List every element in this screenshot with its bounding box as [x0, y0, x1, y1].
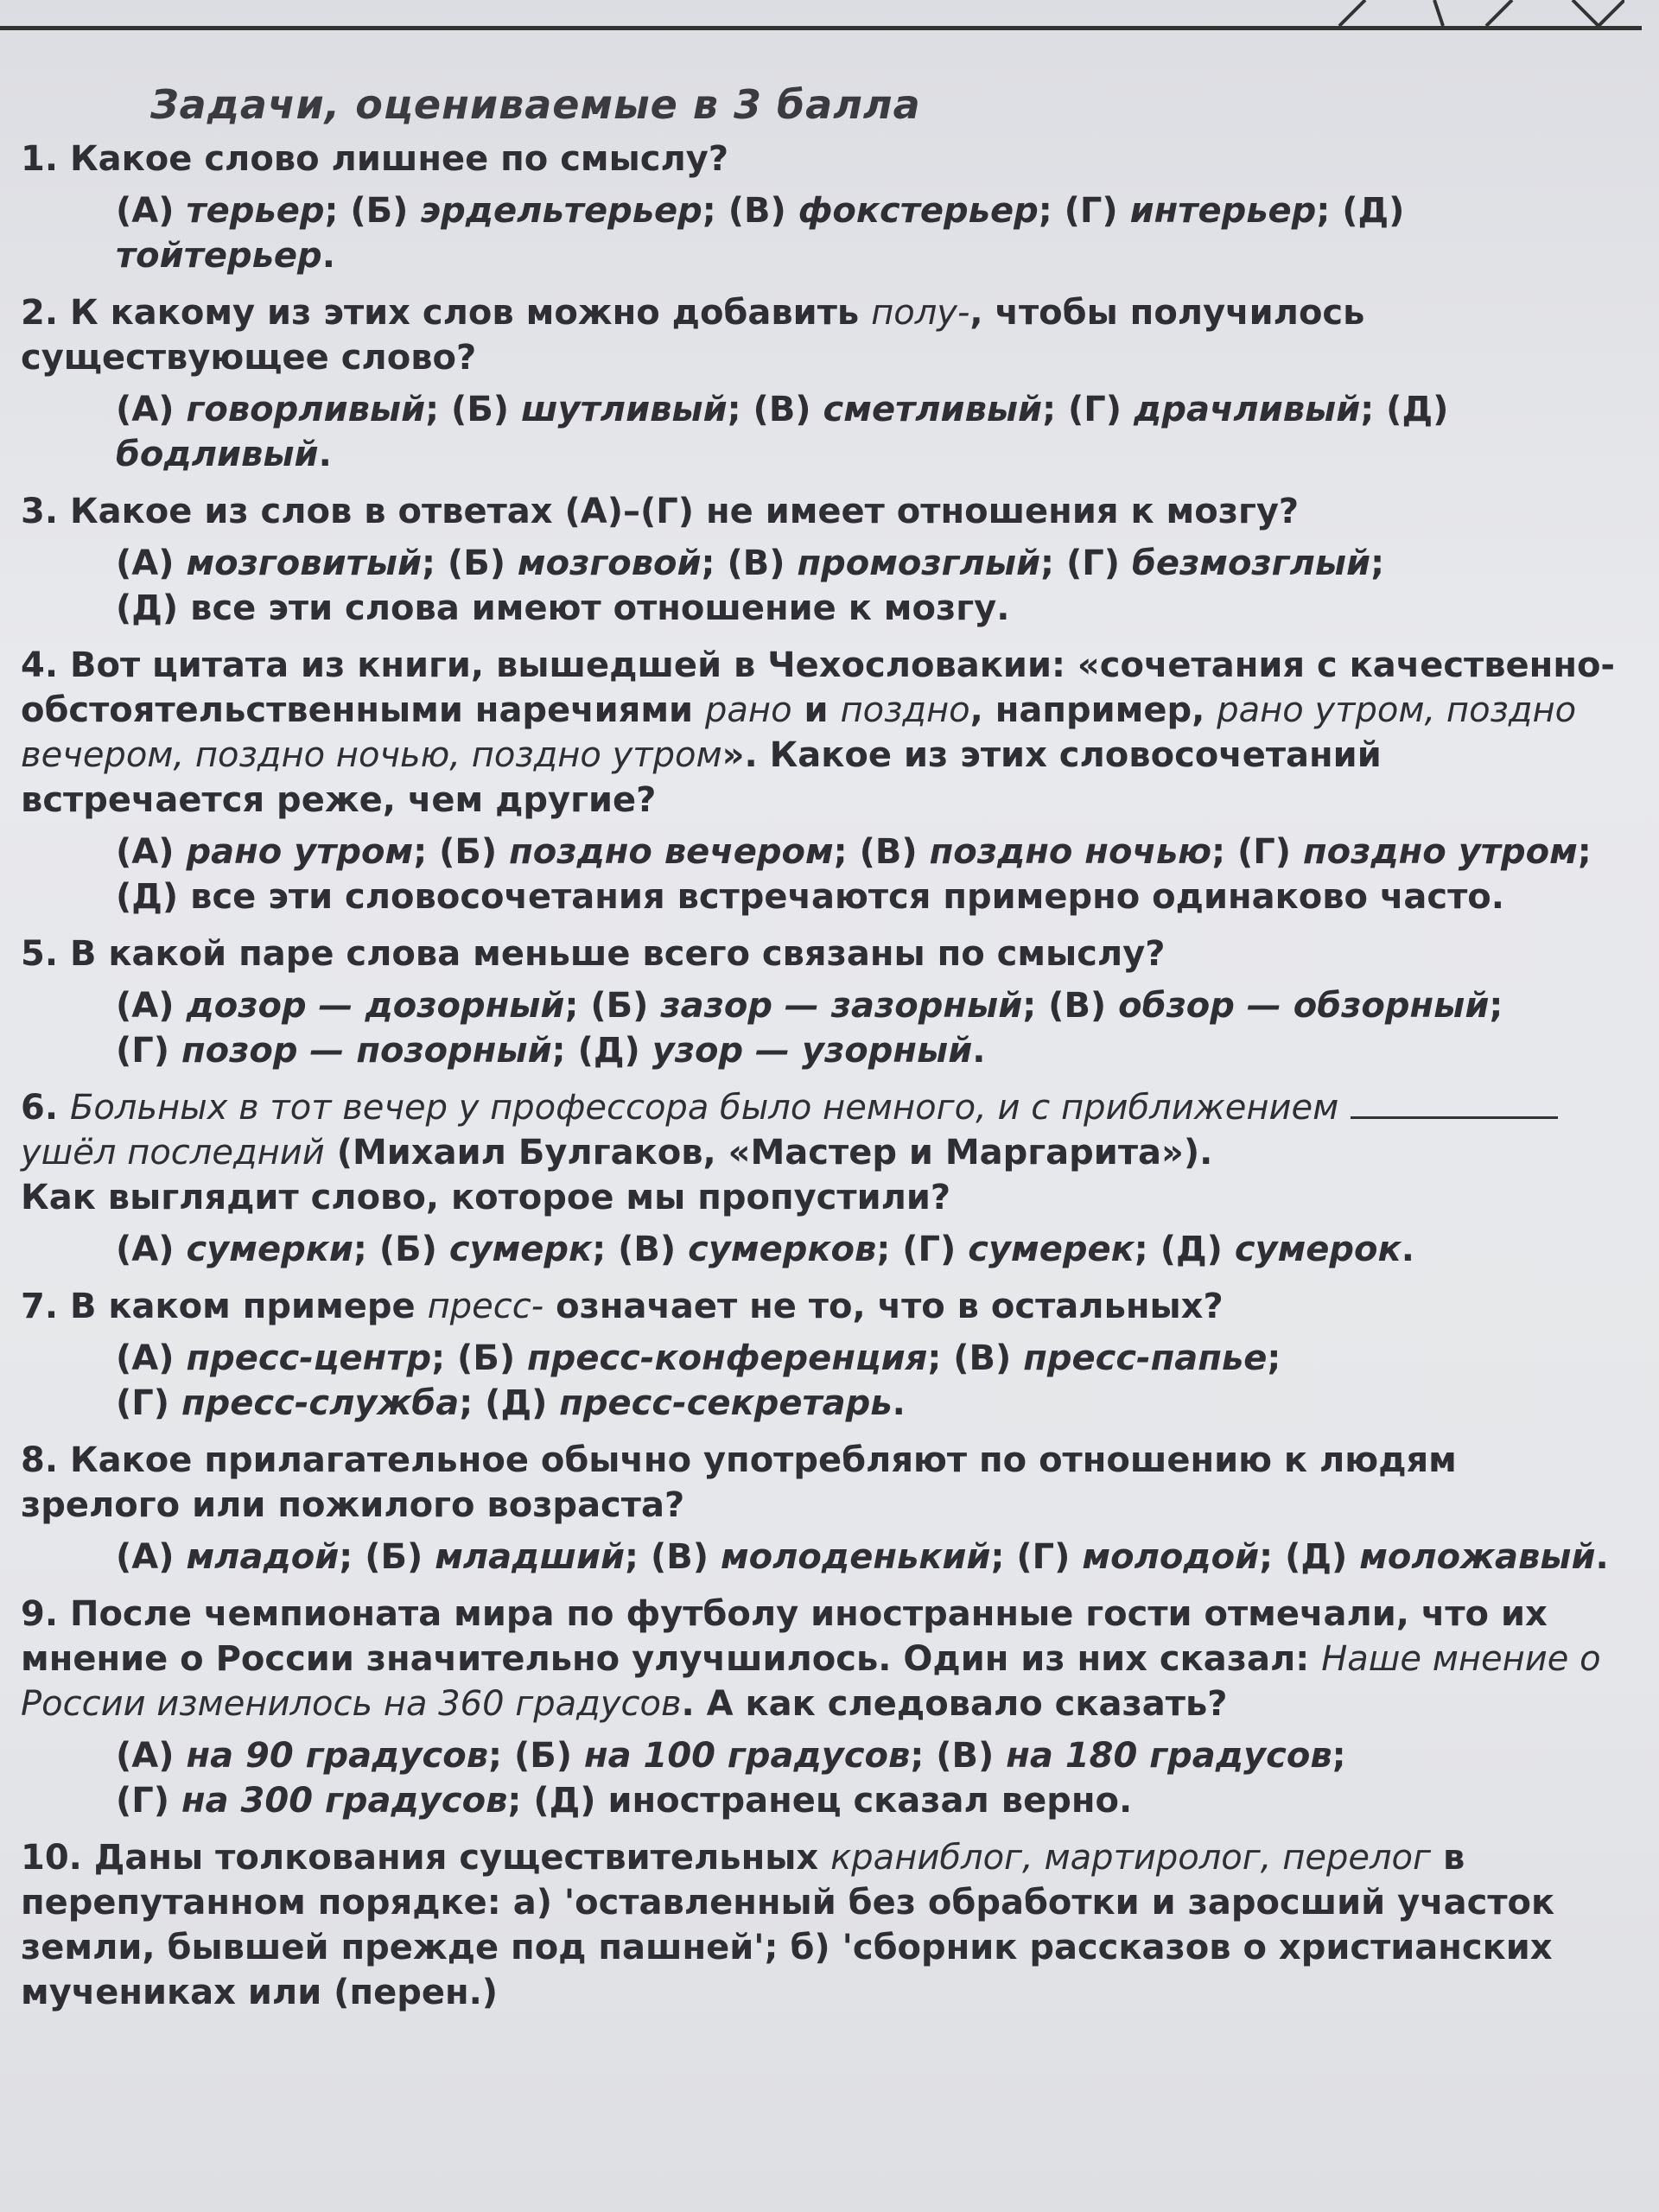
question-text: 5. В какой паре слова меньше всего связаны по смыслу?: [21, 934, 1166, 974]
answer-options: [116, 541, 1624, 631]
question-7: [21, 1284, 1624, 1426]
option-line: (Г) позор — позорный; (Д) узор — узорный.: [116, 1031, 986, 1071]
answer-blank: [1351, 1090, 1558, 1119]
question-2: [21, 290, 1624, 477]
option-line: (А) дозор — дозорный; (Б) зазор — зазорный; (В) обзор — обзорный;: [116, 986, 1503, 1026]
answer-options: [116, 387, 1624, 477]
question-4: [21, 643, 1624, 919]
option-line: (А) пресс-центр; (Б) пресс-конференция; (В) пресс-папье;: [116, 1338, 1281, 1378]
option-line: (А) сумерки; (Б) сумерк; (В) сумерков; (Г) сумерек; (Д) сумерок.: [116, 1230, 1414, 1269]
option-line: (А) мозговитый; (Б) мозговой; (В) промозглый; (Г) безмозглый;: [116, 543, 1385, 583]
option-line: (А) говорливый; (Б) шутливый; (В) сметливый; (Г) драчливый; (Д) бодливый.: [116, 390, 1449, 474]
section-heading: Задачи, оцениваемые в 3 балла: [150, 81, 921, 128]
answer-options: [116, 830, 1624, 919]
question-text: 3. Какое из слов в ответах (А)–(Г) не имеет отношения к мозгу?: [21, 492, 1300, 531]
question-text: 2. К какому из этих слов можно добавить полу-, чтобы получилось существующее слово?: [21, 293, 1365, 378]
answer-options: [116, 1535, 1624, 1580]
answer-options: [116, 1733, 1624, 1823]
option-line: (А) терьер; (Б) эрдельтерьер; (В) фокстерьер; (Г) интерьер; (Д) тойтерьер.: [116, 191, 1405, 276]
option-line: (Г) на 300 градусов; (Д) иностранец сказал верно.: [116, 1781, 1133, 1821]
answer-options: [116, 1227, 1624, 1272]
question-text: 4. Вот цитата из книги, вышедшей в Чехословакии: «сочетания с качественно-обстоятельственными наречиями рано и поздно, например, рано утром, поздно вечером, поздно ночью, поздно утром». Какое из этих словосочетаний встречается реже, чем другие?: [21, 645, 1616, 820]
option-line: (А) рано утром; (Б) поздно вечером; (В) поздно ночью; (Г) поздно утром;: [116, 832, 1592, 872]
option-line: (Г) пресс-служба; (Д) пресс-секретарь.: [116, 1383, 906, 1423]
question-3: [21, 489, 1624, 631]
question-text: 7. В каком примере пресс- означает не то, что в остальных?: [21, 1287, 1224, 1326]
question-5: [21, 931, 1624, 1073]
option-line: (Д) все эти словосочетания встречаются примерно одинаково часто.: [116, 877, 1504, 917]
answer-options: [116, 188, 1624, 278]
question-text: 6. Больных в тот вечер у профессора было немного, и с приближением ушёл последний (Михаил Булгаков, «Мастер и Маргарита»). Как выглядит слово, которое мы пропустили?: [21, 1085, 1624, 1220]
question-text: 1. Какое слово лишнее по смыслу?: [21, 139, 729, 179]
answer-options: [116, 983, 1624, 1073]
question-1: [21, 137, 1624, 278]
question-text: 10. Даны толкования существительных краниблог, мартиролог, перелог в перепутанном порядке: а) 'оставленный без обработки и заросший участок земли, бывшей прежде под пашней'; б) 'сборник рассказов о христианских мучениках или (перен.): [21, 1838, 1555, 2012]
answer-options: [116, 1336, 1624, 1426]
option-line: (А) на 90 градусов; (Б) на 100 градусов; (В) на 180 градусов;: [116, 1736, 1346, 1776]
option-line: (А) младой; (Б) младший; (В) молоденький; (Г) молодой; (Д) моложавый.: [116, 1537, 1609, 1577]
question-8: [21, 1438, 1624, 1580]
question-text: 8. Какое прилагательное обычно употребляют по отношению к людям зрелого или пожилого возраста?: [21, 1440, 1457, 1525]
question-9: [21, 1592, 1624, 1823]
question-text: 9. После чемпионата мира по футболу иностранные гости отмечали, что их мнение о России значительно улучшилось. Один из них сказал: Наше мнение о России изменилось на 360 градусов. А как следовало сказать?: [21, 1594, 1601, 1724]
question-10: [21, 1835, 1624, 2015]
option-line: (Д) все эти слова имеют отношение к мозгу.: [116, 588, 1010, 628]
question-6: [21, 1085, 1624, 1272]
top-drawing: [1313, 0, 1624, 35]
